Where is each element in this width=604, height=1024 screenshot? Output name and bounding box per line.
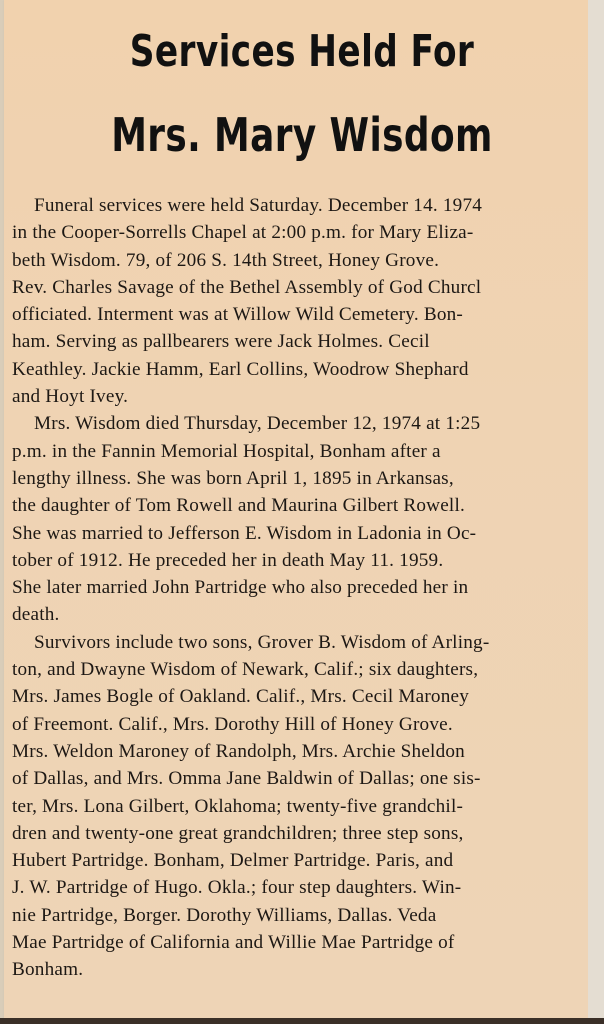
headline-line-1: Services Held For (129, 26, 475, 77)
article-line: beth Wisdom. 79, of 206 S. 14th Street, Honey Grove. (12, 249, 440, 271)
article-line: death. (12, 604, 60, 626)
article-line: ham. Serving as pallbearers were Jack Holmes. Cecil (12, 331, 430, 353)
article-line: Bonham. (12, 959, 84, 981)
article-line: officiated. Interment was at Willow Wild Cemetery. Bon- (12, 304, 464, 326)
article-line: She later married John Partridge who also preceded her in (12, 577, 469, 599)
article-line: dren and twenty-one great grandchildren; three step sons, (12, 822, 464, 844)
bottom-border (0, 1018, 604, 1024)
article-line: Rev. Charles Savage of the Bethel Assembly of God Churcl (12, 276, 482, 298)
article-line: Hubert Partridge. Bonham, Delmer Partridge. Paris, and (12, 850, 454, 872)
article-line: of Dallas, and Mrs. Omma Jane Baldwin of Dallas; one sis- (12, 768, 481, 790)
article-line: lengthy illness. She was born April 1, 1895 in Arkansas, (12, 467, 454, 489)
article-line: Funeral services were held Saturday. December 14. 1974 (34, 195, 483, 216)
article-line: She was married to Jefferson E. Wisdom in Ladonia in Oc- (12, 522, 477, 544)
article-line: Keathley. Jackie Hamm, Earl Collins, Woodrow Shephard (12, 358, 469, 380)
article-line: Mrs. James Bogle of Oakland. Calif., Mrs. Cecil Maroney (12, 686, 470, 708)
article-line: and Hoyt Ivey. (12, 386, 129, 408)
article-line: of Freemont. Calif., Mrs. Dorothy Hill of Honey Grove. (12, 713, 453, 735)
article-line: the daughter of Tom Rowell and Maurina Gilbert Rowell. (12, 495, 465, 517)
article-line: tober of 1912. He preceded her in death May 11. 1959. (12, 549, 444, 571)
article-line: p.m. in the Fannin Memorial Hospital, Bonham after a (12, 440, 441, 462)
article-line: J. W. Partridge of Hugo. Okla.; four step daughters. Win- (12, 877, 462, 899)
headline-line-2: Mrs. Mary Wisdom (111, 108, 493, 162)
article-line: Mrs. Weldon Maroney of Randolph, Mrs. Archie Sheldon (12, 740, 465, 762)
background-edge (588, 0, 604, 1024)
article-body (12, 192, 586, 984)
article-line: nie Partridge, Borger. Dorothy Williams, Dallas. Veda (12, 904, 437, 926)
article-line: Survivors include two sons, Grover B. Wisdom of Arling- (34, 631, 490, 653)
article-line: ton, and Dwayne Wisdom of Newark, Calif.; six daughters, (12, 659, 479, 681)
article-line: in the Cooper-Sorrells Chapel at 2:00 p.m. for Mary Eliza- (12, 222, 474, 244)
article-line: Mae Partridge of California and Willie Mae Partridge of (12, 932, 455, 954)
article-line: Mrs. Wisdom died Thursday, December 12, 1974 at 1:25 (34, 413, 481, 435)
article-line: ter, Mrs. Lona Gilbert, Oklahoma; twenty-five grandchil- (12, 795, 464, 817)
